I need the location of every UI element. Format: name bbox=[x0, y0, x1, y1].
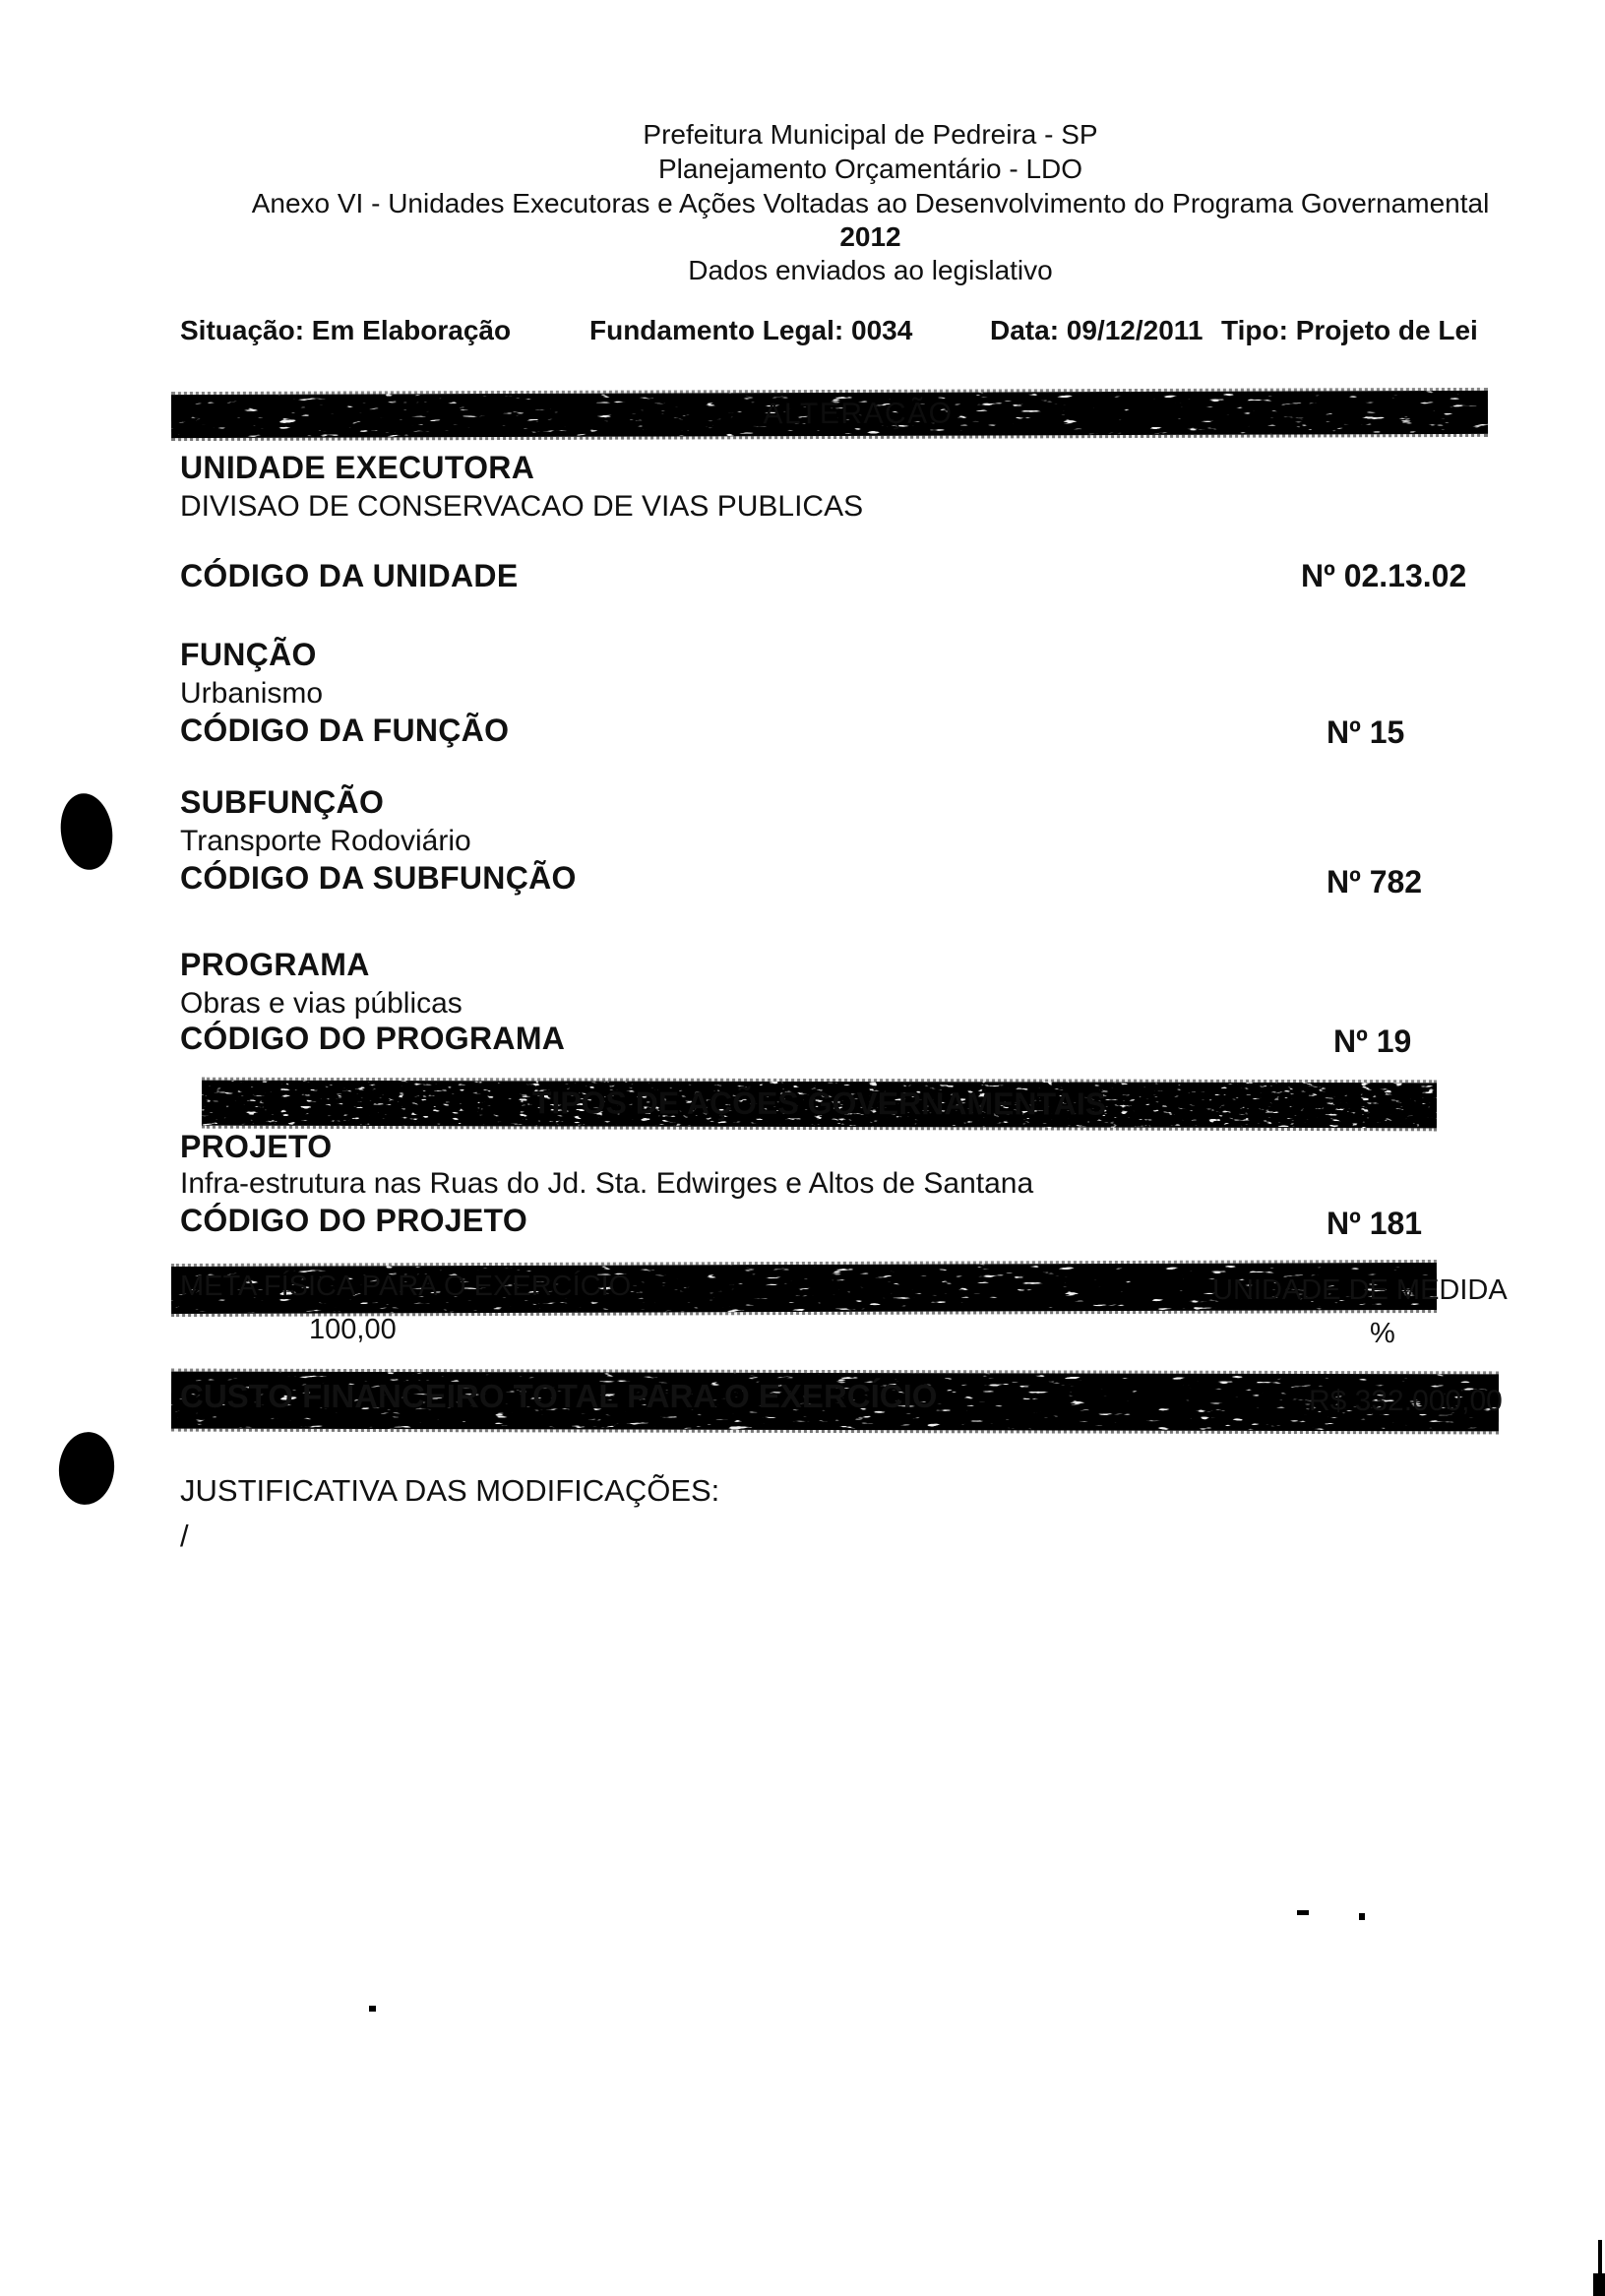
projeto-value: Infra-estrutura nas Ruas do Jd. Sta. Edwirges e Altos de Santana bbox=[180, 1167, 1034, 1200]
scan-speck bbox=[1359, 1913, 1365, 1920]
funcao-label: FUNÇÃO bbox=[180, 637, 317, 672]
status-tipo: Tipo: Projeto de Lei bbox=[1221, 315, 1478, 345]
tipos-acoes-band bbox=[202, 1078, 1437, 1132]
tipos-acoes-band-label: TIPOS DE AÇÕES GOVERNAMENTAIS bbox=[531, 1085, 1107, 1122]
letterhead-line-3: Anexo VI - Unidades Executoras e Ações Voltadas ao Desenvolvimento do Programa Governamental bbox=[251, 188, 1490, 218]
unidade-medida-label: UNIDADE DE MEDIDA bbox=[1212, 1274, 1508, 1306]
funcao-code-label: CÓDIGO DA FUNÇÃO bbox=[180, 713, 510, 748]
subfuncao-code-value: Nº 782 bbox=[1327, 864, 1423, 900]
custo-financeiro-value: R$ 332.000,00 bbox=[1309, 1385, 1503, 1417]
subfuncao-value: Transporte Rodoviário bbox=[180, 825, 471, 857]
programa-value: Obras e vias públicas bbox=[180, 987, 463, 1020]
justificativa-label: JUSTIFICATIVA DAS MODIFICAÇÕES: bbox=[180, 1473, 720, 1508]
scan-speck bbox=[1297, 1910, 1309, 1915]
projeto-code-value: Nº 181 bbox=[1327, 1206, 1423, 1241]
projeto-label: PROJETO bbox=[180, 1129, 333, 1164]
letterhead-year: 2012 bbox=[839, 221, 901, 252]
programa-code-value: Nº 19 bbox=[1333, 1024, 1412, 1059]
unidade-medida-value: % bbox=[1370, 1318, 1395, 1349]
unidade-label: UNIDADE EXECUTORA bbox=[180, 450, 535, 485]
status-data: Data: 09/12/2011 bbox=[990, 315, 1204, 345]
scan-edge-artifact bbox=[1593, 2273, 1605, 2296]
unidade-value: DIVISAO DE CONSERVACAO DE VIAS PUBLICAS bbox=[180, 490, 864, 523]
justificativa-value: / bbox=[180, 1519, 189, 1553]
alteracao-band bbox=[171, 388, 1488, 441]
meta-fisica-value: 100,00 bbox=[309, 1314, 397, 1345]
programa-label: PROGRAMA bbox=[180, 947, 370, 982]
subfuncao-code-label: CÓDIGO DA SUBFUNÇÃO bbox=[180, 860, 577, 896]
letterhead-line-4: Dados enviados ao legislativo bbox=[688, 255, 1053, 285]
programa-code-label: CÓDIGO DO PROGRAMA bbox=[180, 1021, 566, 1056]
scan-speck bbox=[369, 2006, 376, 2012]
hole-punch-mark bbox=[56, 790, 117, 873]
subfuncao-label: SUBFUNÇÃO bbox=[180, 784, 385, 820]
hole-punch-mark bbox=[55, 1429, 117, 1507]
status-situacao: Situação: Em Elaboração bbox=[180, 315, 512, 345]
letterhead-line-1: Prefeitura Municipal de Pedreira - SP bbox=[643, 119, 1098, 150]
alteracao-band-label: ALTERAÇÃO bbox=[763, 397, 954, 431]
custo-financeiro-label: CUSTO FINANCEIRO TOTAL PARA O EXERCÍCIO bbox=[180, 1378, 938, 1414]
funcao-value: Urbanismo bbox=[180, 677, 324, 710]
status-fundamento: Fundamento Legal: 0034 bbox=[589, 315, 913, 345]
funcao-code-value: Nº 15 bbox=[1327, 714, 1405, 750]
letterhead-line-2: Planejamento Orçamentário - LDO bbox=[657, 154, 1083, 184]
projeto-code-label: CÓDIGO DO PROJETO bbox=[180, 1203, 528, 1238]
meta-fisica-label: META FÍSICA PARA O EXERCÍCIO bbox=[180, 1271, 632, 1302]
unidade-code-label: CÓDIGO DA UNIDADE bbox=[180, 558, 519, 593]
unidade-code-value: Nº 02.13.02 bbox=[1301, 558, 1467, 593]
